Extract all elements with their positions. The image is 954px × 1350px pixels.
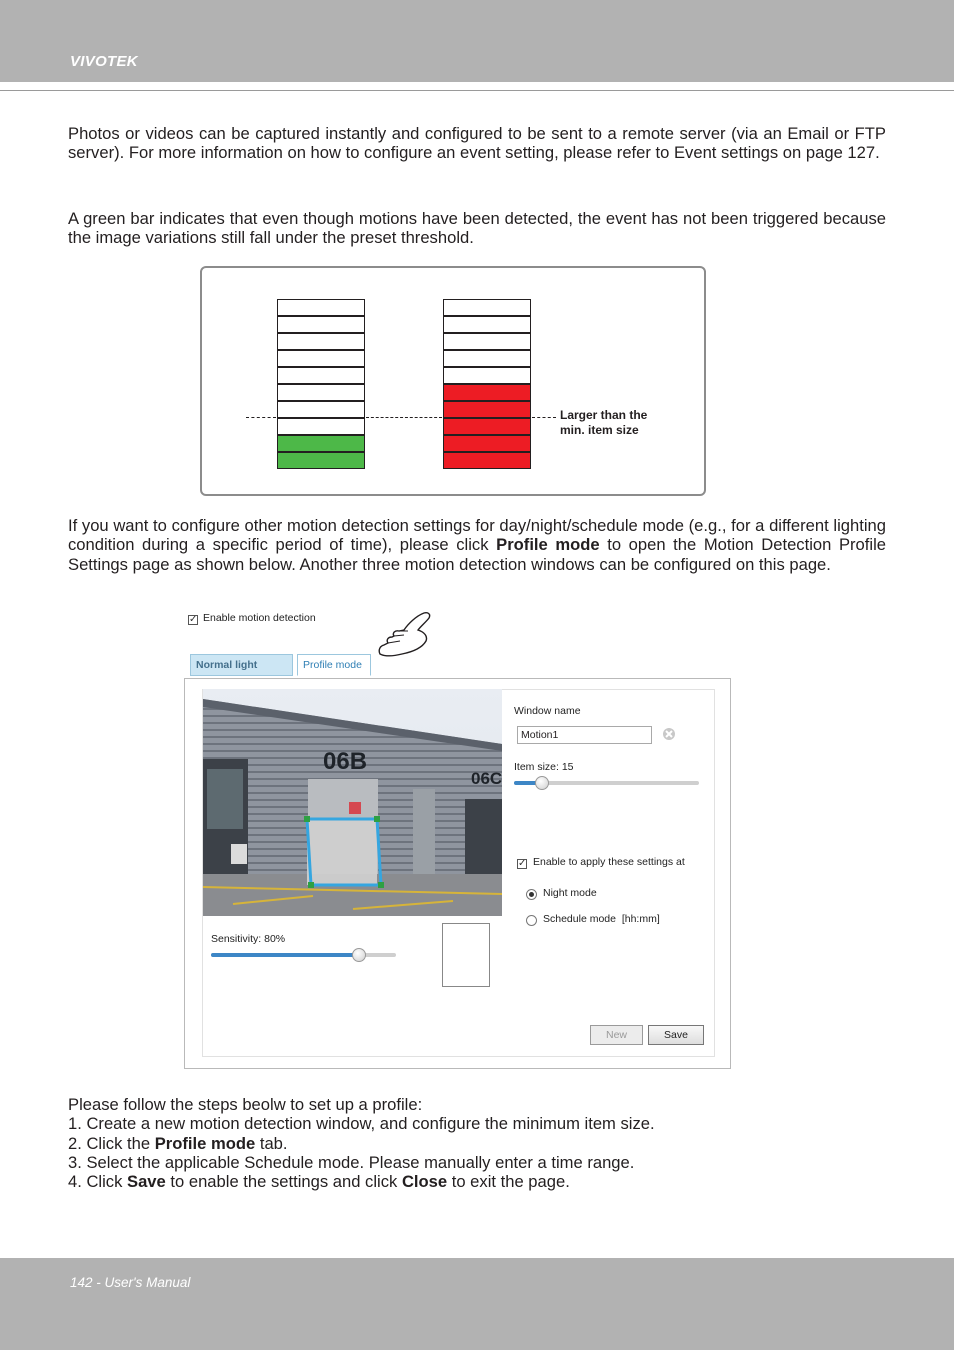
schedule-time-hint: [hh:mm] bbox=[621, 913, 660, 925]
apply-settings-checkbox[interactable]: ✓ bbox=[518, 858, 527, 869]
step-4-bold-close: Close bbox=[401, 1172, 448, 1192]
window-name-label: Window name bbox=[514, 705, 581, 717]
step-2-text-b: tab. bbox=[255, 1133, 288, 1153]
right-meter-cell bbox=[443, 367, 531, 384]
sensitivity-label: Sensitivity: 80% bbox=[211, 933, 286, 945]
building-number-06c: 06C bbox=[471, 769, 502, 788]
step-4-text-b: to enable the settings and click bbox=[165, 1172, 402, 1192]
night-mode-label: Night mode bbox=[543, 887, 597, 899]
camera-live-view[interactable] bbox=[203, 689, 502, 916]
steps-block bbox=[68, 1095, 886, 1191]
step-3: 3. Select the applicable Schedule mode. Please manually enter a time range. bbox=[68, 1152, 635, 1172]
right-meter-cell bbox=[443, 316, 531, 333]
step-1: 1. Create a new motion detection window, and configure the minimum item size. bbox=[68, 1114, 655, 1134]
step-2 bbox=[68, 1134, 886, 1153]
p3-text-a: If you want to configure other motion detection settings for day/night/schedule mode (e.g., for a different lighting condition during a specific period of time), please click bbox=[68, 516, 886, 555]
p3-text-b: to open the Motion Detection Profile Settings page as shown below. Another three motion detection windows can be configured on this page. bbox=[68, 535, 886, 574]
left-meter-cell bbox=[277, 350, 365, 367]
left-meter-cell bbox=[277, 333, 365, 350]
steps-intro: Please follow the steps beolw to set up a profile: bbox=[68, 1095, 423, 1114]
night-mode-radio[interactable] bbox=[526, 889, 537, 900]
right-meter-cell bbox=[443, 350, 531, 367]
left-meter-cell bbox=[277, 384, 365, 401]
step-2-bold: Profile mode bbox=[154, 1133, 256, 1153]
paragraph-event-capture: Photos or videos can be captured instantly and configured to be sent to a remote server (via an Email or FTP server). For more information on how to configure an event setting, please refer to Event settings on page 127. bbox=[68, 124, 886, 163]
step-4 bbox=[68, 1172, 886, 1191]
right-meter-cell bbox=[443, 452, 531, 469]
right-meter-cell bbox=[443, 384, 531, 401]
enable-motion-checkbox[interactable]: ✓ bbox=[189, 614, 198, 625]
threshold-label-line1: Larger than the bbox=[560, 408, 648, 422]
page-footer bbox=[0, 1258, 954, 1350]
page-number-label: 142 - User's Manual bbox=[70, 1275, 191, 1290]
step-4-text-a: 4. Click bbox=[68, 1172, 128, 1192]
schedule-mode-radio[interactable] bbox=[526, 915, 537, 926]
p3-bold: Profile mode bbox=[496, 535, 600, 555]
apply-settings-label: Enable to apply these settings at bbox=[533, 856, 685, 868]
threshold-line-middle bbox=[366, 417, 442, 418]
paragraph-green-bar: A green bar indicates that even though motions have been detected, the event has not been triggered because the image variations still fall under the preset threshold. bbox=[68, 209, 886, 248]
sensitivity-slider[interactable] bbox=[211, 953, 396, 957]
right-meter-cell bbox=[443, 299, 531, 316]
brand-logo: VIVOTEK bbox=[70, 53, 138, 70]
tab-normal-light-mode[interactable]: Normal light bbox=[190, 654, 293, 676]
left-meter-cell bbox=[277, 316, 365, 333]
right-level-meter bbox=[443, 299, 531, 470]
header-rule bbox=[0, 90, 954, 91]
page-header bbox=[0, 0, 954, 82]
profile-settings-screenshot bbox=[184, 610, 732, 1070]
threshold-line-left bbox=[246, 417, 276, 418]
item-size-slider-knob[interactable] bbox=[535, 776, 549, 790]
motion-level-preview bbox=[442, 923, 490, 987]
sensitivity-slider-fill bbox=[211, 953, 359, 957]
tab-profile-mode[interactable]: Profile mode bbox=[297, 654, 371, 676]
left-meter-cell bbox=[277, 435, 365, 452]
save-button[interactable]: Save bbox=[648, 1025, 704, 1045]
step-2-text-a: 2. Click the bbox=[68, 1133, 155, 1153]
item-size-label: Item size: 15 bbox=[514, 761, 574, 773]
enable-motion-label: Enable motion detection bbox=[203, 612, 316, 624]
building-number-06b: 06B bbox=[323, 748, 368, 775]
window-name-input[interactable]: Motion1 bbox=[517, 726, 652, 744]
step-4-text-c: to exit the page. bbox=[447, 1172, 570, 1192]
left-meter-cell bbox=[277, 418, 365, 435]
pointing-hand-icon bbox=[374, 610, 436, 660]
right-meter-cell bbox=[443, 333, 531, 350]
threshold-label-line2: min. item size bbox=[560, 423, 639, 437]
schedule-mode-text: Schedule mode bbox=[543, 913, 616, 925]
paragraph-profile-mode bbox=[68, 516, 886, 574]
schedule-mode-label bbox=[543, 913, 660, 925]
sensitivity-slider-knob[interactable] bbox=[352, 948, 366, 962]
threshold-line-right bbox=[532, 417, 556, 418]
new-button[interactable]: New bbox=[590, 1025, 643, 1045]
left-meter-cell bbox=[277, 299, 365, 316]
left-meter-cell bbox=[277, 452, 365, 469]
right-meter-cell bbox=[443, 418, 531, 435]
step-4-bold-save: Save bbox=[127, 1172, 166, 1192]
threshold-label bbox=[560, 408, 647, 438]
right-meter-cell bbox=[443, 401, 531, 418]
right-meter-cell bbox=[443, 435, 531, 452]
left-meter-cell bbox=[277, 401, 365, 418]
left-meter-cell bbox=[277, 367, 365, 384]
left-level-meter bbox=[277, 299, 365, 470]
delete-window-icon[interactable] bbox=[662, 727, 676, 741]
